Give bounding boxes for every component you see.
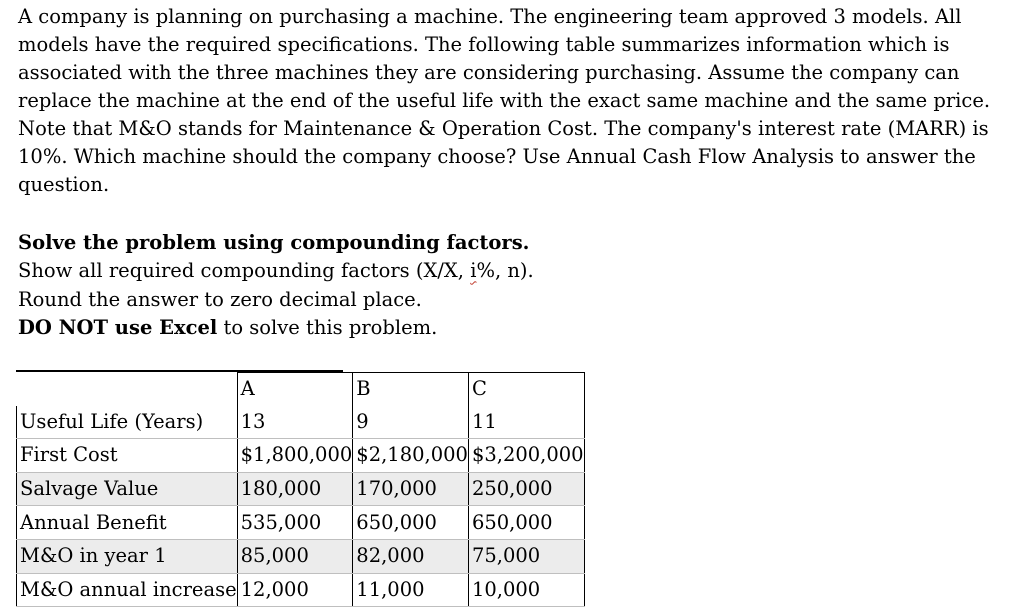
row-label-salvage-value: Salvage Value <box>17 472 238 506</box>
table-row <box>17 539 585 573</box>
table-row <box>17 472 585 506</box>
instructions-excel-line <box>18 314 718 342</box>
table-cell: 82,000 <box>353 539 469 573</box>
row-label-first-cost: First Cost <box>17 439 238 473</box>
table-cell: 535,000 <box>237 506 353 540</box>
table-cell: 180,000 <box>237 472 353 506</box>
machine-comparison-table <box>16 372 585 607</box>
table-cell: 250,000 <box>468 472 584 506</box>
instructions <box>18 229 718 342</box>
column-header-b: B <box>353 373 469 406</box>
table-cell: $2,180,000 <box>353 439 469 473</box>
excel-line-rest: to solve this problem. <box>217 315 438 339</box>
table-cell: 75,000 <box>468 539 584 573</box>
table-row <box>17 406 585 439</box>
instructions-factors-line <box>18 257 718 285</box>
table-row <box>17 439 585 473</box>
row-label-mo-annual-increase: M&O annual increase <box>17 573 238 607</box>
problem-statement: A company is planning on purchasing a machine. The engineering team approved 3 models. All models have the required specifications. The following table summarizes information which is associated with the three machines they are considering purchasing. Assume the company can replace the machine at the end of the useful life with the exact same machine and the same price. Note that M&O stands for Maintenance & Operation Cost. The company's interest rate (MARR) is 10%. Which machine should the company choose? Use Annual Cash Flow Analysis to answer the question. <box>18 5 991 196</box>
table-cell: 85,000 <box>237 539 353 573</box>
table-cell: 10,000 <box>468 573 584 607</box>
column-header-a: A <box>237 373 353 406</box>
table-cell: 650,000 <box>468 506 584 540</box>
factors-line-prefix: Show all required compounding factors (X/X, <box>18 259 471 283</box>
table-header-row <box>17 373 585 406</box>
table-cell: 11,000 <box>353 573 469 607</box>
row-label-mo-year-1: M&O in year 1 <box>17 539 238 573</box>
excel-warning: DO NOT use Excel <box>18 315 218 339</box>
instructions-heading: Solve the problem using compounding factors. <box>18 231 530 254</box>
column-header-c: C <box>468 373 584 406</box>
table-cell: 650,000 <box>353 506 469 540</box>
table-row <box>17 506 585 540</box>
table-cell: 13 <box>237 406 353 439</box>
factors-line-suffix: %, n). <box>476 259 534 283</box>
table-cell: $1,800,000 <box>237 439 353 473</box>
table-cell: 11 <box>468 406 584 439</box>
table-row <box>17 573 585 607</box>
table-cell: 170,000 <box>353 472 469 506</box>
instructions-rounding-line: Round the answer to zero decimal place. <box>18 287 422 311</box>
row-label-annual-benefit: Annual Benefit <box>17 506 238 540</box>
table-cell: 12,000 <box>237 573 353 607</box>
table-cell: $3,200,000 <box>468 439 584 473</box>
table-cell: 9 <box>353 406 469 439</box>
row-label-useful-life: Useful Life (Years) <box>17 406 238 439</box>
interest-variable: i <box>470 259 477 283</box>
header-empty-cell <box>17 373 238 406</box>
